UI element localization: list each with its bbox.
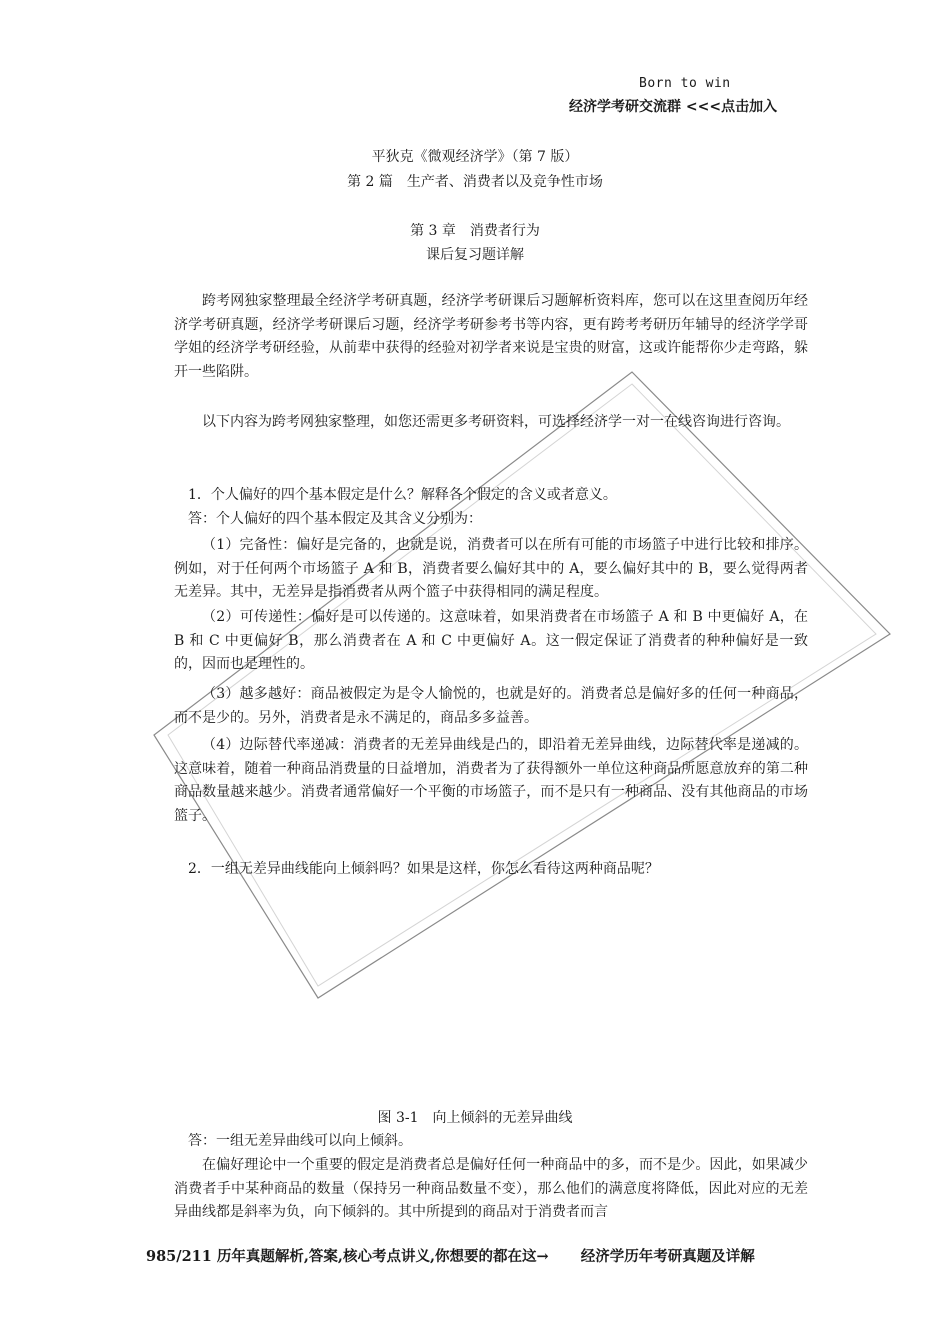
book-title: 平狄克《微观经济学》（第 7 版） [371,149,579,165]
intro-paragraph: 跨考网独家整理最全经济学考研真题，经济学考研课后习题解析资料库，您可以在这里查阅历年经济学考研真题，经济学考研课后习题，经济学考研参考书等内容，更有跨考考研历年辅导的经济学学哥学姐的经济学考研经验，从前辈中获得的经验对初学者来说是宝贵的财富，这或许能帮你少走弯路，躲开一些陷阱。 [174,293,808,380]
section-title: 课后复习题详解 [426,247,524,263]
part-title: 第 2 篇 生产者、消费者以及竞争性市场 [347,174,603,190]
chapter-title: 第 3 章 消费者行为 [410,223,540,239]
answer-1-lead: 答：个人偏好的四个基本假定及其含义分别为： [188,511,482,527]
footer-banner[interactable] [146,1245,755,1266]
answer-2-body: 在偏好理论中一个重要的假定是消费者总是偏好任何一种商品中的多，而不是少。因此，如果减少消费者手中某种商品的数量（保持另一种商品数量不变），那么他们的满意度将降低，因此对应的无差异曲线都是斜率为负，向下倾斜的。其中所提到的商品对于消费者而言 [174,1157,808,1220]
answer-1-point: （2）可传递性：偏好是可以传递的。这意味着，如果消费者在市场篮子 A 和 B 中更偏好 A，在 B 和 C 中更偏好 B，那么消费者在 A 和 C 中更偏好 A。这一假定保证了消费者的种种偏好是一致的，因而也是理性的。 [174,609,808,672]
answer-1-point: （1）完备性：偏好是完备的，也就是说，消费者可以在所有可能的市场篮子中进行比较和排序。例如，对于任何两个市场篮子 A 和 B，消费者要么偏好其中的 A，要么偏好其中的 B，要么觉得两者无差异。其中，无差异是指消费者从两个篮子中获得相同的满足程度。 [174,537,808,600]
footer-left-link[interactable]: 985/211 历年真题解析,答案,核心考点讲义,你想要的都在这→ [146,1248,549,1265]
join-group-link[interactable]: 经济学考研交流群 <<<点击加入 [569,99,778,115]
header-slogan: Born to win [639,76,731,91]
question-1: 1．个人偏好的四个基本假定是什么？解释各个假定的含义或者意义。 [188,487,617,503]
footer-right-link[interactable]: 经济学历年考研真题及详解 [580,1248,755,1265]
answer-1-point: （3）越多越好：商品被假定为是令人愉悦的，也就是好的。消费者总是偏好多的任何一种商品，而不是少的。另外，消费者是永不满足的，商品多多益善。 [174,686,808,726]
intro-paragraph: 以下内容为跨考网独家整理，如您还需更多考研资料，可选择经济学一对一在线咨询进行咨询。 [202,414,790,430]
answer-1-point: （4）边际替代率递减：消费者的无差异曲线是凸的，即沿着无差异曲线，边际替代率是递减的。这意味着，随着一种商品消费量的日益增加，消费者为了获得额外一单位这种商品所愿意放弃的第二种商品数量越来越少。消费者通常偏好一个平衡的市场篮子，而不是只有一种商品、没有其他商品的市场篮子。 [174,737,808,824]
answer-2-lead: 答：一组无差异曲线可以向上倾斜。 [188,1133,412,1149]
question-2: 2．一组无差异曲线能向上倾斜吗？如果是这样，你怎么看待这两种商品呢？ [188,861,659,877]
figure-caption: 图 3-1 向上倾斜的无差异曲线 [377,1110,573,1126]
